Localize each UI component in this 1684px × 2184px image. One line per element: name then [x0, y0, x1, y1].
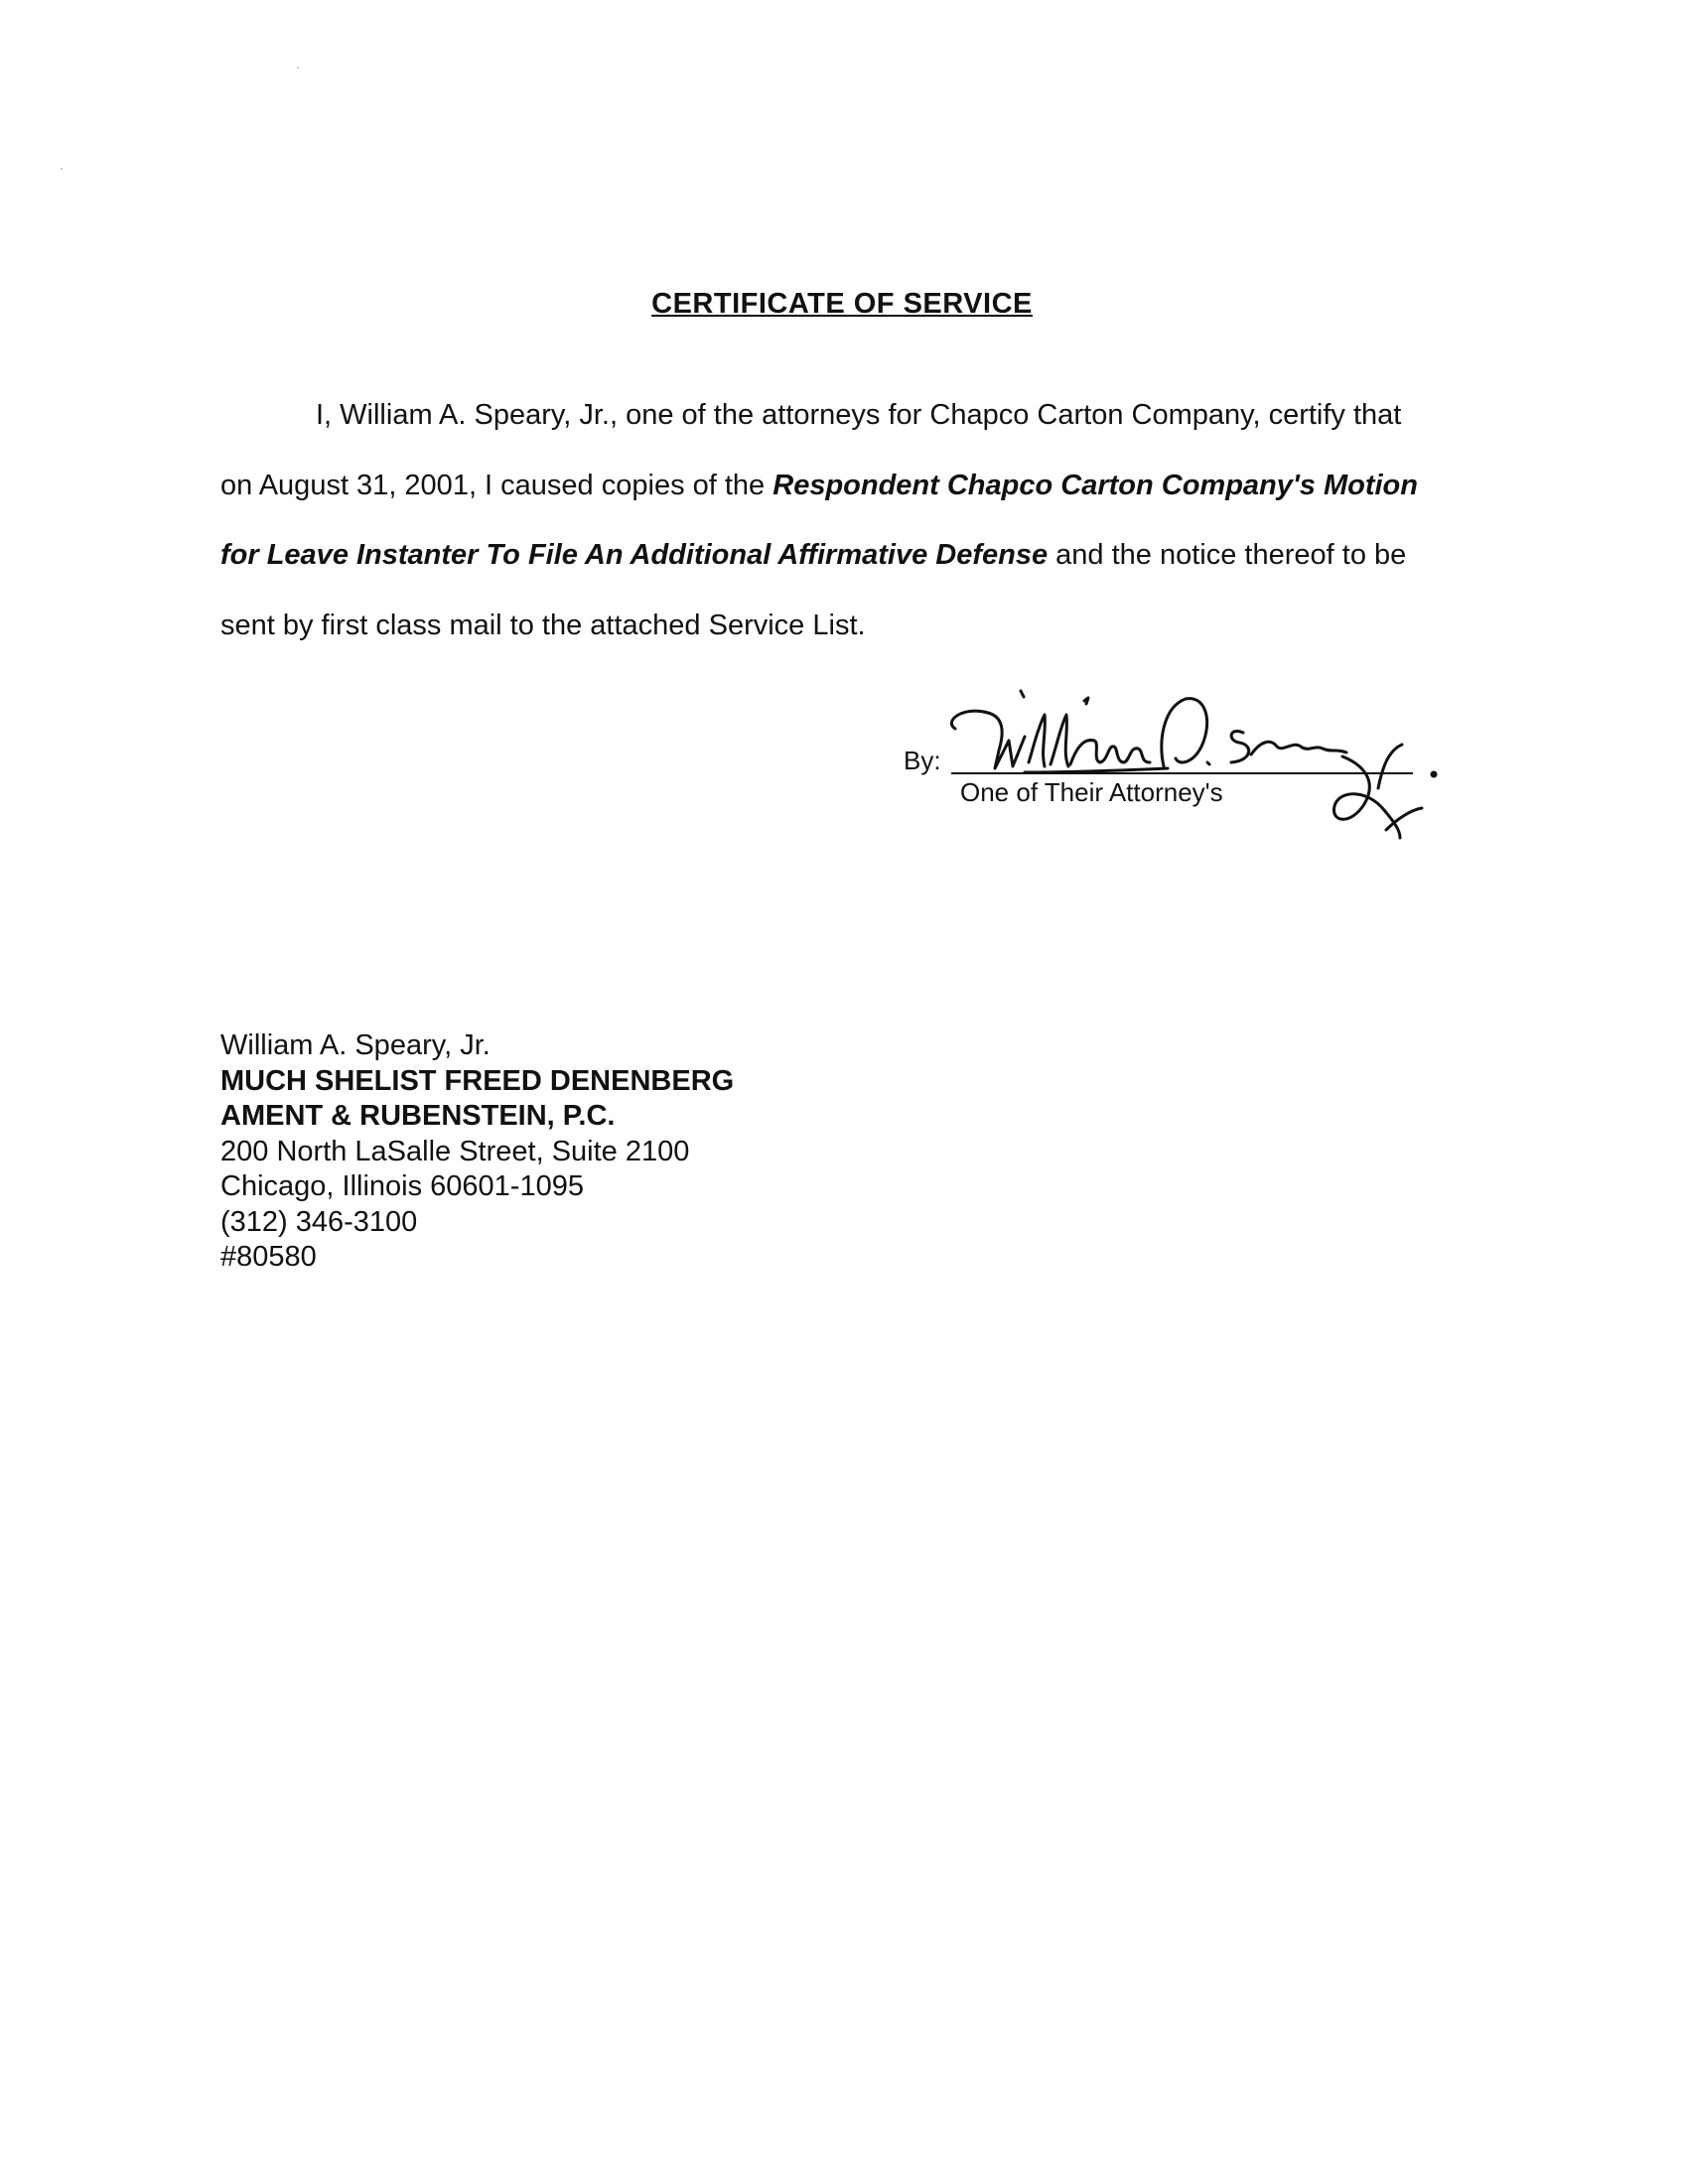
- certificate-body: [220, 380, 1491, 660]
- motion-title-part-1: Respondent Chapco Carton Company's Motion: [772, 469, 1418, 501]
- body-line-2: [220, 451, 1491, 521]
- body-line-3-text: and the notice thereof to be: [1048, 539, 1407, 571]
- attorney-address-block: [220, 1028, 734, 1276]
- body-line-1: I, William A. Speary, Jr., one of the attorneys for Chapco Carton Company, certify that: [316, 399, 1402, 431]
- firm-name-line-1: MUCH SHELIST FREED DENENBERG: [220, 1064, 735, 1097]
- by-label: By:: [904, 746, 941, 775]
- street-address: 200 North LaSalle Street, Suite 2100: [220, 1135, 690, 1167]
- body-line-2-text: on August 31, 2001, I caused copies of the: [220, 469, 773, 501]
- body-line-3: [220, 520, 1491, 591]
- city-state-zip: Chicago, Illinois 60601-1095: [220, 1170, 584, 1202]
- body-line-4: sent by first class mail to the attached Service List.: [220, 609, 866, 641]
- firm-name-line-2: AMENT & RUBENSTEIN, P.C.: [220, 1100, 616, 1132]
- signature-block: [904, 681, 1539, 860]
- motion-title-part-2: for Leave Instanter To File An Additional Affirmative Defense: [220, 539, 1049, 571]
- attorney-id-number: #80580: [220, 1241, 317, 1273]
- document-title: CERTIFICATE OF SERVICE: [651, 288, 1033, 320]
- signature-caption: One of Their Attorney's: [960, 777, 1223, 807]
- handwritten-signature: [933, 681, 1529, 860]
- attorney-name: William A. Speary, Jr.: [220, 1029, 491, 1061]
- phone-number: (312) 346-3100: [220, 1205, 418, 1238]
